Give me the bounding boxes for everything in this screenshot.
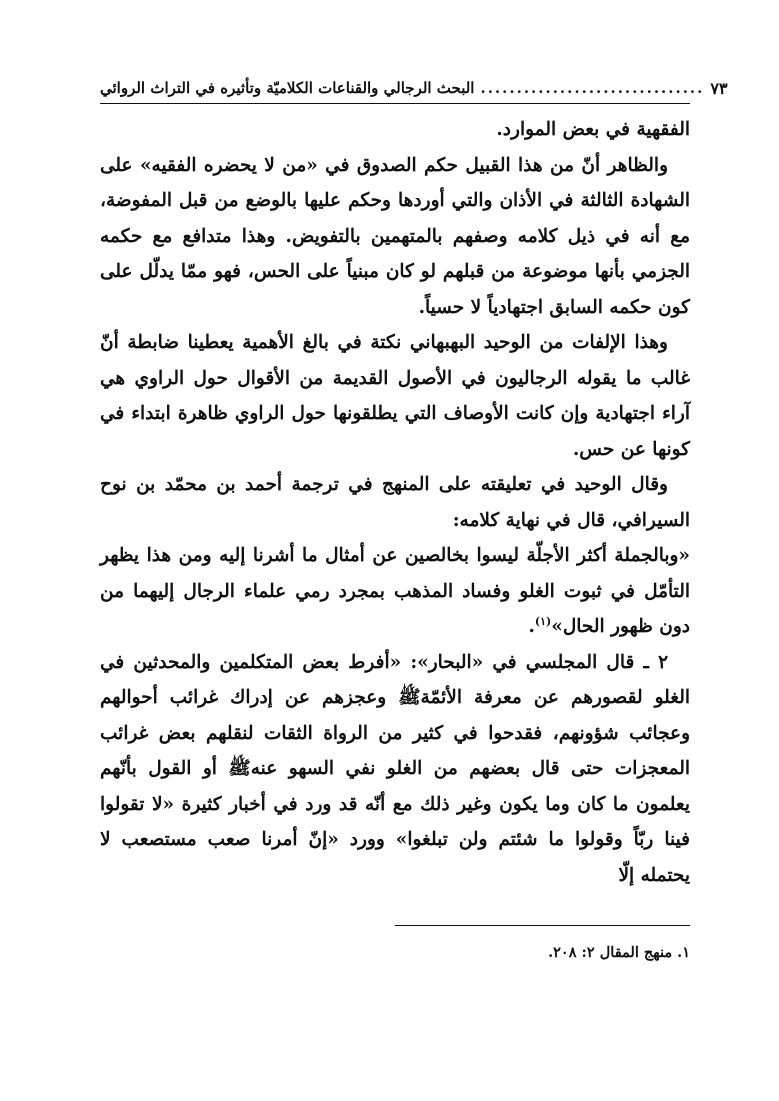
paragraph-1: الفقهية في بعض الموارد.: [496, 119, 690, 140]
page-number: ٧٣: [710, 78, 728, 98]
paragraph-6: ٢ ـ قال المجلسي في «البحار»: «أفرط بعض المتكلمين والمحدثين في الغلو لقصورهم عن معرفة الأئمّةﷺ وعجزهم عن إدراك غرائب أحوالهم وعجائب شؤونهم، فقدحوا في كثير من الرواة الثقات لنقلهم بعض غرائب المعجزات حتى قال بعضهم من الغلو نفي السهو عنهﷺ أو القول بأنّهم يعلمون ما كان وما يكون وغير ذلك مع أنّه قد ورد في أخبار كثيرة «لا تقولوا فينا ربّاً وقولوا ما شئتم ولن تبلغوا» وورد «إنّ أمرنا صعب مستصعب لا يحتمله إلّا: [100, 651, 690, 886]
paragraph-4: وقال الوحيد في تعليقته على المنهج في ترجمة أحمد بن محمّد بن نوح السيرافي، قال في نهاية كلامه:: [100, 474, 690, 531]
footnote-rule: [395, 925, 690, 926]
header-leader-dots: ...............................: [480, 79, 705, 97]
body-text: [100, 112, 690, 893]
paragraph-2: والظاهر أنّ من هذا القبيل حكم الصدوق في «من لا يحضره الفقيه» على الشهادة الثالثة في الأذان والتي أوردها وحكم عليها بالوضع من قبل المفوضة، مع أنه في ذيل كلامه وصفهم بالمتهمين بالتفويض. وهذا متدافع مع حكمه الجزمي بأنها موضوعة من قبلهم لو كان مبنياً على الحس، فهو ممّا يدلّل على كون حكمه السابق اجتهادياً لا حسياً.: [100, 154, 690, 318]
paragraph-3: وهذا الإلفات من الوحيد البهبهاني نكتة في بالغ الأهمية يعطينا ضابطة أنّ غالب ما يقوله الرجاليون في الأصول القديمة من الأقوال حول الراوي هي آراء اجتهادية وإن كانت الأوصاف التي يطلقونها حول الراوي ظاهرة ابتداء في كونها عن حس.: [100, 332, 690, 460]
footnote: ١. منهج المقال ٢: ٢٠٨.: [548, 944, 690, 961]
header-rule: [100, 103, 690, 104]
quote-end-period: .: [528, 616, 535, 637]
footnote-marker: (١): [534, 614, 552, 628]
paragraph-5-quote: [100, 538, 690, 645]
page-header: [100, 74, 728, 102]
quote-text: «وبالجملة أكثر الأجلّة ليسوا بخالصين عن أمثال ما أشرنا إليه ومن هذا يظهر التأمّل في ثبوت الغلو وفساد المذهب بمجرد رمي علماء الرجال إليهما من دون ظهور الحال»: [100, 545, 690, 637]
running-title: البحث الرجالي والقناعات الكلاميّة وتأثيره في التراث الروائي: [100, 79, 475, 97]
